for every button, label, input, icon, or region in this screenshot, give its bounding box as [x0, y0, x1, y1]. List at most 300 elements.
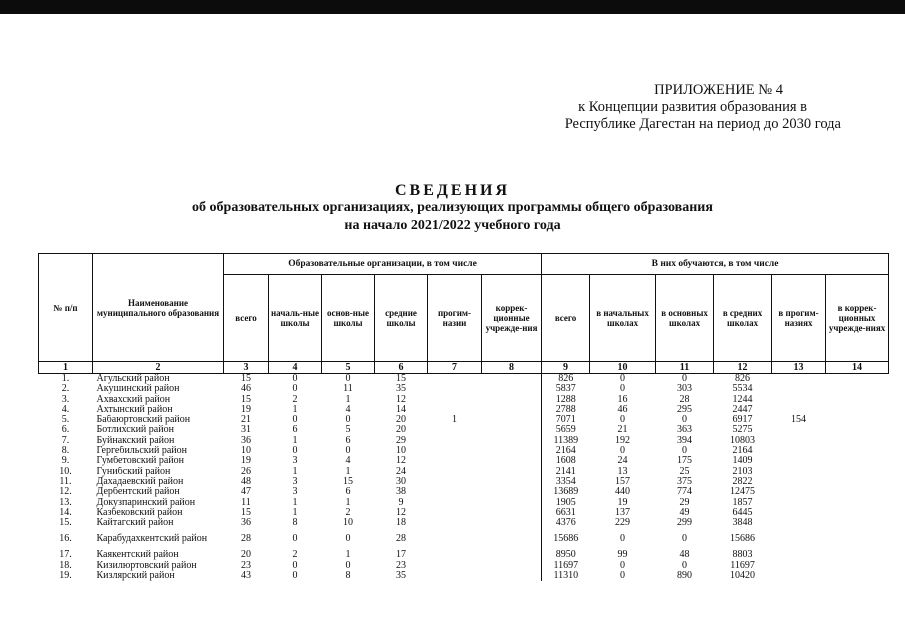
table-cell	[482, 487, 542, 497]
table-cell: 8950	[542, 550, 590, 560]
table-row	[39, 508, 889, 518]
row-number: 7.	[61, 435, 70, 446]
table-cell: 10803	[730, 435, 756, 446]
table-cell: 6631	[542, 508, 590, 518]
col-number-14: 14	[826, 362, 889, 374]
table-cell: 35	[396, 384, 406, 395]
col-header-orgs-progymnasium: прогим-назии	[428, 275, 482, 362]
col-header-students-total: всего	[542, 275, 590, 362]
table-row	[39, 467, 889, 477]
table-cell: 6	[345, 435, 351, 446]
table-cell	[428, 395, 482, 405]
table-cell: 99	[617, 550, 628, 561]
table-cell: 0	[292, 560, 298, 571]
col-number-3: 3	[224, 362, 269, 374]
table-cell	[428, 508, 482, 518]
table-row	[39, 405, 889, 415]
table-cell	[772, 405, 826, 415]
table-cell: 0	[345, 533, 351, 545]
table-cell: 0	[620, 533, 626, 545]
municipality-name: Ахвахский район	[96, 394, 171, 405]
table-cell: 46	[617, 404, 628, 415]
col-number-9: 9	[542, 362, 590, 374]
municipality-name: Дахадаевский район	[96, 476, 184, 487]
table-cell	[772, 498, 826, 508]
municipality-name: Ботлихский район	[96, 425, 174, 436]
table-cell: 0	[620, 560, 626, 571]
municipality-name: Карабудахкентский район	[96, 533, 208, 545]
appendix-note	[501, 82, 841, 133]
header-row-groups	[39, 254, 889, 275]
col-number-4: 4	[269, 362, 322, 374]
table-cell: 0	[292, 415, 298, 426]
table-cell: 1	[292, 435, 298, 446]
table-cell: 299	[677, 518, 693, 529]
table-cell	[428, 550, 482, 560]
table-cell	[826, 405, 889, 415]
municipality-name: Буйнакский район	[96, 435, 175, 446]
row-number: 13.	[59, 497, 72, 508]
table-cell	[772, 571, 826, 581]
table-cell	[772, 477, 826, 487]
table-cell: 303	[677, 384, 693, 395]
col-number-11: 11	[656, 362, 714, 374]
table-cell: 14	[396, 404, 406, 415]
table-cell	[826, 550, 889, 560]
table-cell	[428, 467, 482, 477]
row-number: 5.	[61, 415, 70, 426]
table-cell	[826, 446, 889, 456]
table-cell: 774	[677, 487, 693, 498]
table-cell: 17	[396, 550, 406, 561]
table-cell: 21	[241, 415, 251, 426]
col-header-orgs-secondary: средние школы	[375, 275, 428, 362]
municipality-name: Дербентский район	[96, 487, 180, 498]
table-cell	[428, 374, 482, 385]
table-cell: 20	[396, 415, 406, 426]
table-cell	[772, 384, 826, 394]
table-cell	[482, 561, 542, 571]
col-number-2: 2	[93, 362, 224, 374]
document-subtitle: об образовательных организациях, реализующих программы общего образования	[192, 200, 713, 215]
table-cell	[428, 477, 482, 487]
municipality-name: Агульский район	[96, 373, 170, 384]
table-cell	[772, 456, 826, 466]
table-cell: 28	[679, 394, 690, 405]
table-cell: 890	[677, 571, 693, 582]
table-cell: 5659	[542, 425, 590, 435]
table-cell: 13	[617, 466, 628, 477]
statistics-table	[38, 253, 889, 581]
table-row	[39, 384, 889, 394]
table-cell: 0	[682, 373, 688, 384]
table-cell	[826, 436, 889, 446]
table-cell: 15686	[730, 533, 756, 545]
table-cell: 9	[398, 497, 404, 508]
appendix-line-2: к Концепции развития образования в	[578, 99, 807, 115]
table-cell: 6917	[732, 415, 753, 426]
table-cell: 13689	[542, 487, 590, 497]
table-cell: 47	[241, 487, 251, 498]
row-number: 6.	[61, 425, 70, 436]
table-cell: 10	[343, 518, 353, 529]
table-cell: 28	[241, 533, 251, 545]
municipality-name: Ахтынский район	[96, 404, 173, 415]
table-cell	[482, 528, 542, 550]
table-cell: 0	[620, 384, 626, 395]
municipality-name: Гергебильский район	[96, 446, 187, 457]
table-cell: 26	[241, 466, 251, 477]
table-cell: 3848	[732, 518, 753, 529]
row-number: 18.	[59, 560, 72, 571]
table-cell: 0	[345, 560, 351, 571]
table-cell: 49	[679, 507, 690, 518]
table-cell	[826, 498, 889, 508]
table-cell: 15	[343, 476, 353, 487]
table-row	[39, 528, 889, 550]
table-cell: 10420	[730, 571, 756, 582]
table-cell	[772, 374, 826, 385]
table-cell	[772, 436, 826, 446]
table-cell	[482, 550, 542, 560]
col-header-orgs-basic: основ-ные школы	[322, 275, 375, 362]
table-cell	[826, 395, 889, 405]
table-row	[39, 477, 889, 487]
table-cell	[428, 498, 482, 508]
table-cell: 36	[241, 435, 251, 446]
table-cell	[772, 508, 826, 518]
table-cell: 192	[615, 435, 631, 446]
table-cell: 229	[615, 518, 631, 529]
table-cell: 20	[241, 550, 251, 561]
table-cell: 2103	[732, 466, 753, 477]
col-number-12: 12	[714, 362, 772, 374]
table-cell	[772, 446, 826, 456]
table-cell: 15	[396, 373, 406, 384]
col-header-students-secondary: в средних школах	[714, 275, 772, 362]
municipality-name: Акушинский район	[96, 384, 180, 395]
table-cell: 2	[345, 507, 351, 518]
row-number: 14.	[59, 507, 72, 518]
table-cell: 4376	[542, 518, 590, 528]
table-cell	[428, 487, 482, 497]
table-cell	[826, 508, 889, 518]
col-header-students-basic: в основных школах	[656, 275, 714, 362]
row-number: 4.	[61, 404, 70, 415]
table-cell: 5275	[732, 425, 753, 436]
table-cell: 36	[241, 518, 251, 529]
table-cell: 4	[345, 404, 351, 415]
header-row-numbers	[39, 362, 889, 374]
col-number-13: 13	[772, 362, 826, 374]
table-cell: 1	[292, 507, 298, 518]
table-row	[39, 425, 889, 435]
table-cell: 10	[241, 446, 251, 457]
table-cell	[826, 425, 889, 435]
table-cell: 2822	[732, 476, 753, 487]
table-cell: 24	[396, 466, 406, 477]
table-cell	[428, 528, 482, 550]
table-cell: 2164	[732, 446, 753, 457]
table-cell: 6	[345, 487, 351, 498]
table-cell	[428, 405, 482, 415]
table-cell: 440	[615, 487, 631, 498]
table-cell: 23	[396, 560, 406, 571]
table-cell: 5	[345, 425, 351, 436]
table-cell: 29	[396, 435, 406, 446]
table-cell	[482, 415, 542, 425]
table-cell: 137	[615, 507, 631, 518]
table-cell: 3	[292, 456, 298, 467]
table-cell: 46	[241, 384, 251, 395]
table-cell: 8	[292, 518, 298, 529]
col-number-7: 7	[428, 362, 482, 374]
row-number: 16.	[59, 533, 72, 545]
table-row	[39, 561, 889, 571]
table-cell: 15	[241, 507, 251, 518]
col-header-orgs-primary: началь-ные школы	[269, 275, 322, 362]
appendix-line-3: Республике Дагестан на период до 2030 года	[564, 116, 841, 132]
row-number: 17.	[59, 550, 72, 561]
table-cell: 6	[292, 425, 298, 436]
table-cell	[428, 436, 482, 446]
table-cell: 0	[292, 446, 298, 457]
table-cell: 0	[682, 415, 688, 426]
table-row	[39, 571, 889, 581]
table-cell: 1	[292, 404, 298, 415]
col-number-10: 10	[590, 362, 656, 374]
table-cell: 2788	[542, 405, 590, 415]
table-cell: 19	[617, 497, 628, 508]
group-header-students: В них обучаются, в том числе	[542, 254, 889, 275]
table-cell	[482, 436, 542, 446]
table-cell: 15	[241, 373, 251, 384]
table-cell: 11310	[542, 571, 590, 581]
table-cell: 1	[345, 497, 351, 508]
table-cell: 0	[682, 560, 688, 571]
document-period: на начало 2021/2022 учебного года	[344, 218, 561, 233]
scan-top-edge	[0, 0, 905, 14]
table-cell	[428, 518, 482, 528]
table-cell	[482, 374, 542, 385]
table-cell: 23	[241, 560, 251, 571]
table-cell	[428, 571, 482, 581]
table-cell	[482, 405, 542, 415]
table-cell: 3	[292, 487, 298, 498]
row-number: 11.	[59, 476, 72, 487]
table-cell: 1905	[542, 498, 590, 508]
table-cell: 5837	[542, 384, 590, 394]
col-number-5: 5	[322, 362, 375, 374]
row-number: 9.	[61, 456, 70, 467]
table-cell	[428, 425, 482, 435]
table-cell: 30	[396, 476, 406, 487]
table-cell: 0	[620, 373, 626, 384]
table-cell: 154	[791, 415, 807, 426]
table-cell	[772, 561, 826, 571]
group-header-organizations: Образовательные организации, в том числе	[224, 254, 542, 275]
table-cell	[482, 498, 542, 508]
table-cell	[772, 528, 826, 550]
table-cell: 31	[241, 425, 251, 436]
table-cell	[772, 518, 826, 528]
table-cell: 24	[617, 456, 628, 467]
table-cell	[826, 467, 889, 477]
table-cell: 363	[677, 425, 693, 436]
table-cell	[772, 467, 826, 477]
table-cell: 2447	[732, 404, 753, 415]
table-cell	[826, 487, 889, 497]
table-cell: 2164	[542, 446, 590, 456]
table-row	[39, 446, 889, 456]
table-cell: 7071	[542, 415, 590, 425]
table-cell: 20	[396, 425, 406, 436]
table-cell: 8	[345, 571, 351, 582]
table-cell: 4	[345, 456, 351, 467]
table-cell: 12475	[730, 487, 756, 498]
table-cell: 0	[345, 373, 351, 384]
table-cell: 12	[396, 456, 406, 467]
table-cell	[826, 528, 889, 550]
table-cell: 1409	[732, 456, 753, 467]
table-row	[39, 550, 889, 560]
table-cell: 2	[292, 394, 298, 405]
table-cell: 11	[241, 497, 251, 508]
table-cell	[772, 487, 826, 497]
table-row	[39, 456, 889, 466]
table-cell: 0	[292, 373, 298, 384]
table-cell: 394	[677, 435, 693, 446]
table-cell: 0	[345, 415, 351, 426]
row-number: 8.	[61, 446, 70, 457]
row-number: 1.	[61, 373, 70, 384]
table-cell	[482, 477, 542, 487]
table-cell: 11389	[542, 436, 590, 446]
table-cell	[428, 456, 482, 466]
table-cell: 0	[620, 415, 626, 426]
table-cell	[826, 456, 889, 466]
row-number: 19.	[59, 571, 72, 582]
table-cell: 0	[682, 446, 688, 457]
table-cell: 19	[241, 404, 251, 415]
col-header-students-primary: в начальных школах	[590, 275, 656, 362]
table-body	[39, 374, 889, 582]
table-cell	[482, 518, 542, 528]
table-cell: 43	[241, 571, 251, 582]
row-number: 3.	[61, 394, 70, 405]
table-cell: 12	[396, 507, 406, 518]
table-cell: 2	[292, 550, 298, 561]
table-row	[39, 498, 889, 508]
table-cell	[482, 425, 542, 435]
table-row	[39, 487, 889, 497]
table-cell: 11697	[542, 561, 590, 571]
municipality-name: Каякентский район	[96, 550, 179, 561]
table-cell: 1608	[542, 456, 590, 466]
table-cell: 375	[677, 476, 693, 487]
table-cell	[482, 384, 542, 394]
row-number: 12.	[59, 487, 72, 498]
table-cell	[482, 446, 542, 456]
table-cell	[772, 425, 826, 435]
table-cell: 0	[292, 384, 298, 395]
table-cell: 1	[345, 466, 351, 477]
appendix-title: ПРИЛОЖЕНИЕ № 4	[654, 82, 783, 98]
table-cell	[826, 518, 889, 528]
document-title: СВЕДЕНИЯ	[394, 182, 511, 199]
table-row	[39, 415, 889, 425]
table-cell	[428, 446, 482, 456]
table-cell: 1	[345, 394, 351, 405]
table-cell: 25	[679, 466, 690, 477]
table-cell	[772, 395, 826, 405]
table-cell: 29	[679, 497, 690, 508]
table-cell: 19	[241, 456, 251, 467]
table-cell	[826, 415, 889, 425]
row-number: 10.	[59, 466, 72, 477]
table-cell: 157	[615, 476, 631, 487]
table-cell: 48	[241, 476, 251, 487]
col-number-8: 8	[482, 362, 542, 374]
table-cell: 11	[343, 384, 353, 395]
table-row	[39, 436, 889, 446]
table-cell	[482, 395, 542, 405]
table-cell: 15	[241, 394, 251, 405]
table-cell: 8803	[732, 550, 753, 561]
municipality-name: Кизилюртовский район	[96, 560, 197, 571]
table-cell	[482, 508, 542, 518]
col-header-students-progymnasium: в прогим-назиях	[772, 275, 826, 362]
table-cell	[428, 384, 482, 394]
table-cell: 0	[620, 446, 626, 457]
table-cell: 1	[292, 466, 298, 477]
municipality-name: Кайтагский район	[96, 518, 174, 529]
table-cell	[826, 477, 889, 487]
table-cell: 0	[682, 533, 688, 545]
table-cell	[482, 456, 542, 466]
col-header-orgs-correctional: коррек-ционные учрежде-ния	[482, 275, 542, 362]
table-cell	[428, 561, 482, 571]
table-cell: 48	[679, 550, 690, 561]
table-cell: 826	[735, 373, 751, 384]
table-cell	[826, 561, 889, 571]
municipality-name: Бабаюртовский район	[96, 415, 191, 426]
table-cell: 0	[292, 571, 298, 582]
col-header-students-correctional: в коррек-ционных учрежде-ниях	[826, 275, 889, 362]
table-cell: 18	[396, 518, 406, 529]
col-number-1: 1	[39, 362, 93, 374]
table-cell: 5534	[732, 384, 753, 395]
table-row	[39, 374, 889, 385]
table-cell	[826, 374, 889, 385]
table-cell: 3	[292, 476, 298, 487]
table-cell: 175	[677, 456, 693, 467]
col-header-number: № п/п	[39, 254, 93, 362]
table-cell: 6445	[732, 507, 753, 518]
table-cell	[826, 384, 889, 394]
table-cell: 1	[292, 497, 298, 508]
municipality-name: Докузпаринский район	[96, 497, 196, 508]
table-cell: 38	[396, 487, 406, 498]
table-cell: 1	[452, 415, 457, 426]
table-cell: 0	[620, 571, 626, 582]
municipality-name: Гумбетовский район	[96, 456, 185, 467]
municipality-name: Гунибский район	[96, 466, 171, 477]
table-cell: 28	[396, 533, 406, 545]
table-cell: 10	[396, 446, 406, 457]
table-cell: 0	[345, 446, 351, 457]
table-cell: 35	[396, 571, 406, 582]
